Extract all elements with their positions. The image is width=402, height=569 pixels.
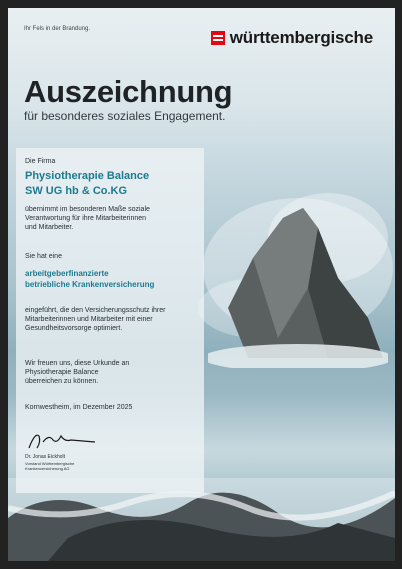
paragraph-1-line3: und Mitarbeiter. [25, 224, 74, 231]
brand-mark-icon [211, 31, 225, 45]
brand-name: württembergische [229, 28, 373, 47]
paragraph-2-line1: eingeführt, die den Versicherungsschutz ihrer [25, 307, 166, 314]
signer-role-line1: Vorstand Württembergische [25, 461, 75, 466]
paragraph-3-line1: Wir freuen uns, diese Urkunde an [25, 360, 130, 367]
rock-illustration [208, 198, 388, 368]
signer-name: Dr. Jonas Eickholt [25, 454, 66, 460]
intro-text: Die Firma [25, 158, 56, 165]
product-line2: betriebliche Krankenversicherung [25, 280, 155, 289]
company-name-line2: SW UG hb & Co.KG [25, 185, 128, 197]
product-line1: arbeitgeberfinanzierte [25, 269, 109, 278]
paragraph-1-line1: übernimmt im besonderen Maße soziale [25, 206, 150, 213]
certificate-subtitle: für besonderes soziales Engagement. [24, 109, 226, 123]
place-date: Kornwestheim, im Dezember 2025 [25, 404, 133, 411]
signature-image [25, 428, 105, 452]
paragraph-3-line2: Physiotherapie Balance [25, 369, 99, 376]
certificate-title: Auszeichnung [24, 74, 233, 109]
paragraph-1-line2: Verantwortung für ihre Mitarbeiterinnen [25, 215, 147, 222]
paragraph-2-line2: Mitarbeiterinnen und Mitarbeiter mit einer [25, 316, 153, 323]
certificate-page [8, 8, 395, 561]
paragraph-2-line3: Gesundheitsvorsorge optimiert. [25, 325, 123, 332]
has-line: Sie hat eine [25, 253, 62, 260]
brand-logo [211, 28, 373, 48]
company-name-line1: Physiotherapie Balance [25, 170, 150, 182]
paragraph-3-line3: überreichen zu können. [25, 378, 99, 385]
brand-tagline: Ihr Fels in der Brandung. [24, 26, 91, 32]
signer-role-line2: Krankenversicherung AG [25, 466, 70, 471]
